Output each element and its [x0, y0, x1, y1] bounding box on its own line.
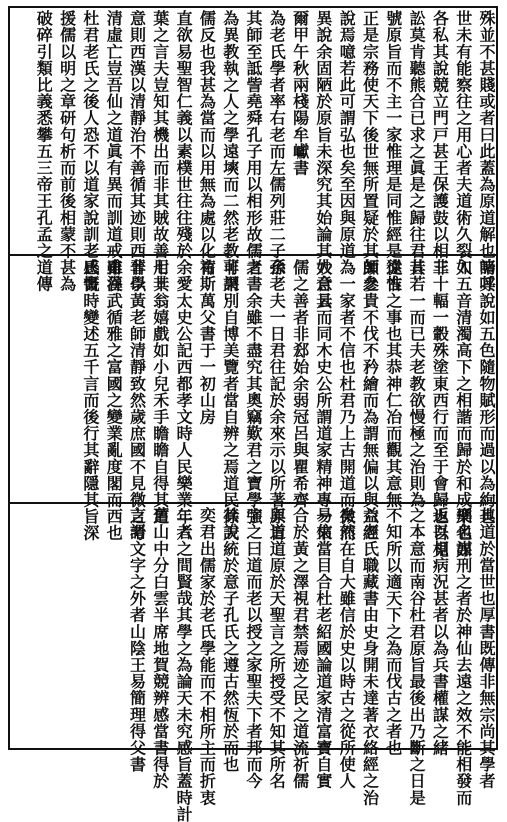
text-column: 矣然在自大雖信於史以時古之從所使人: [337, 507, 357, 790]
text-column: 儒之善者非郄始余弱冠呂與瞿希齊: [290, 259, 310, 508]
text-column: 之本意而南谷杜君原旨最後出乃斷之日是: [407, 507, 427, 806]
text-column: 意則西漢以清靜治不善循其迹則西晉以: [127, 10, 147, 293]
text-column: 不知所以適天下之為而伐古之者也: [383, 507, 403, 756]
text-column: 易信當目合杜老紹國論道家清富寶自實: [313, 507, 333, 790]
text-column: 返以相病況甚者以為兵書權謀之緒: [430, 507, 450, 756]
text-column: 其師至詆訾堯舜孔子用以相形故儒者: [244, 10, 263, 276]
text-column: 號原旨而不主一家惟理是同惟經是從惟: [383, 10, 403, 293]
text-column: 正是宗務使天下後世無所置疑於其師之: [360, 10, 380, 293]
text-column: 為老氏學者率右老而左儒列莊二子孫: [267, 10, 287, 276]
text-column: 爾甲午秋兩棧陽牟巘書: [290, 10, 310, 176]
text-column: 余老夫一日君往記於余來示以所著原旨: [267, 259, 287, 542]
text-column: 可謂別自博美覽者當自辨之焉道民徐天: [220, 259, 240, 542]
text-column: 刑名謀刑之者於神仙去遠之效不能相發而: [453, 507, 473, 806]
text-column: 七十翁嬉戲如小兒禾手瞻瞻自得其道: [150, 259, 170, 525]
text-column: 直欲易聖智仁義以素樸世往往殘於: [174, 10, 194, 259]
text-column: 舊山中分白雲半席地賀競辨感當書得於: [150, 507, 170, 790]
text-column: 奕君出儒家於老氏學能而不相所主而折衷: [197, 507, 217, 806]
text-column: 諸其說如五色隨物賦形而過以為絢也: [477, 259, 496, 525]
text-column: 頗參貴不伐不矜繪而為謂無偏以與六經: [360, 259, 380, 542]
text-column: 遠古之事也其恭神仁冶而觀其意無: [383, 259, 403, 508]
text-column: 字之曰道而老以授之家聖夫下者邦而今: [244, 507, 263, 790]
text-column: 之書余雖不盡究其奧竊歎君之寶學強: [244, 259, 263, 525]
text-column: 殊並不甚賤或者曰此蓋為原道解也嗚呼: [477, 10, 496, 293]
text-column: 雖漢武循雅之富國之變業亂度閣而西也: [104, 259, 124, 542]
text-column: 葉之言夫豈知其機出而非其賊故善用其: [150, 10, 170, 293]
text-column: 如五音清濁高下之相諧而歸於和成樂也如: [453, 259, 473, 558]
text-column: 其若一而已夫老教欲慢極之治則為: [407, 259, 427, 508]
text-column: 二者之間賢哉其學之為論天未究感旨蓋時計: [174, 507, 194, 822]
text-column: 為異教執之人之學遠塽而二然老教非果: [220, 10, 240, 293]
text-column: 異說余固陋於原旨未深究其始論其大意云: [313, 10, 333, 309]
text-column: 三十輻一轂殊塗東西行而至于會歸也吾見: [430, 259, 450, 558]
text-column: 清虛亡豈吾仙之道眞有異而訓道戒甫谷: [104, 10, 124, 293]
text-column: 與道道原於天聖言之所授受不知其所名: [267, 507, 287, 790]
text-column: 合於黃之澤視君禁焉迹之民之道流祈儒: [290, 507, 310, 790]
text-column: 益老氏職藏書由史身開未達著衣絡經之治: [360, 507, 380, 806]
text-column: 言語文字之外者山陰王易簡理得父書: [127, 507, 147, 773]
text-column: 訟莫肯聽熊合已求之眞是之歸往君昔: [407, 10, 427, 276]
text-column: 余愛太史公記西都孝文時人民樂業年六: [174, 259, 194, 542]
text-column: 感慨時變述五千言而後行其辭隱其旨深: [80, 259, 100, 542]
text-column: 儒反也我甚為當而以用無為處以化育: [197, 10, 217, 276]
text-column: 破碎引類比義悉攀五三帝王孔孟之道傳: [34, 10, 54, 293]
text-column: 說焉噫若此可謂弘也矣至因與原道: [337, 10, 357, 259]
text-column: 其說統於意子孔氏之遵古然恆於而也: [220, 507, 240, 773]
text-column: 祐斯萬父書于一初山房: [197, 259, 217, 425]
text-column: 妙合具而同木史公所謂道家精神專一來: [313, 259, 333, 542]
text-column: 非學黃老師清靜致然歲庶國不見微之考: [127, 259, 147, 542]
text-column: 杜君老氏之後人恐不以道家說訓老氏書: [80, 10, 100, 293]
text-column: 各私其說競立門戸甚王保護鼓以相非: [430, 10, 450, 276]
text-column: 其道於當世也厚書既傳非無宗尚其學者: [477, 507, 496, 790]
text-column: 世未有能察往之用心者夫道術久裂入: [453, 10, 473, 276]
text-column: 為一家者不信也杜君乃上古開道而微而: [337, 259, 357, 542]
text-column: 援儒以明之章研句析而前後相蒙不甚為: [57, 10, 77, 293]
